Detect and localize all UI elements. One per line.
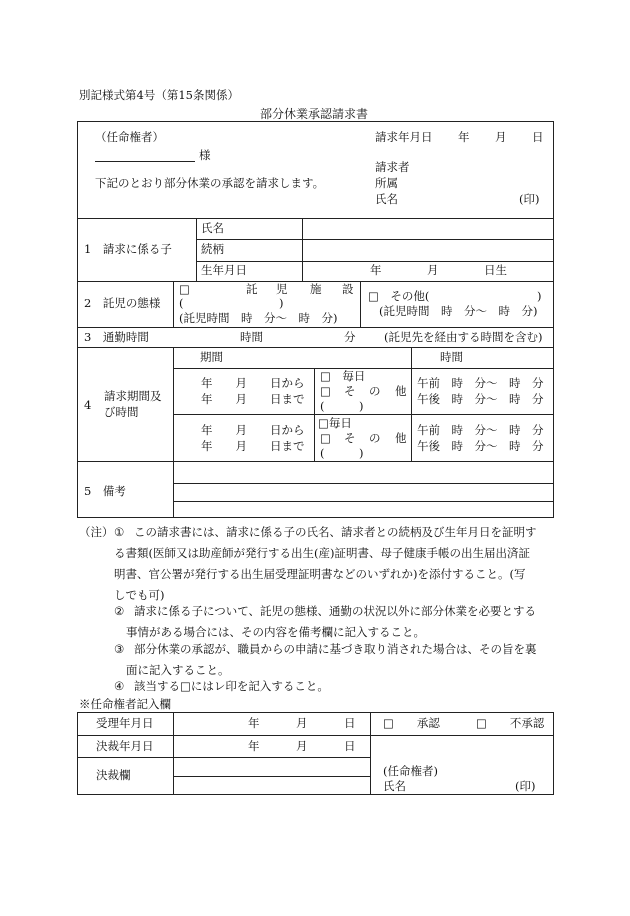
kessai-label: 決裁欄: [96, 768, 131, 782]
child-name-label: 氏名: [201, 221, 224, 235]
am-time: 午前 時 分～ 時 分: [417, 376, 544, 390]
rule: [173, 281, 174, 327]
facility-char: 託: [246, 282, 258, 296]
rule: [302, 218, 303, 281]
rule: [370, 735, 554, 736]
day-label: 日: [532, 130, 544, 144]
period-from: 年 月 日から: [201, 423, 305, 437]
requester-label: 請求者: [375, 160, 410, 174]
received-date-label: 受理年月日: [96, 716, 154, 730]
section4-number: 4: [84, 398, 92, 412]
rule: [173, 414, 554, 415]
form-number: 別記様式第4号（第15条関係）: [79, 88, 239, 102]
child-birth-label: 生年月日: [201, 263, 247, 277]
note-mark: ②: [114, 604, 125, 618]
rule: [196, 218, 197, 281]
note-mark: ①: [114, 525, 125, 539]
rule: [173, 347, 174, 518]
note-1-line: る書類(医師又は助産師が発行する出生(産)証明書、母子健康手帳の出生届出済証: [114, 546, 530, 560]
child-relation-label: 続柄: [201, 242, 224, 256]
other-char: そ: [344, 431, 356, 445]
birth-day: 日生: [484, 263, 507, 277]
decided-day: 日: [344, 739, 356, 753]
other-close-paren: ): [537, 289, 542, 303]
facility-checkbox[interactable]: □: [179, 282, 190, 296]
rule: [196, 239, 554, 240]
received-year: 年: [248, 716, 260, 730]
birth-month: 月: [427, 263, 439, 277]
commute-minutes: 分: [344, 330, 356, 344]
rule: [77, 735, 370, 736]
decided-date-label: 決裁年月日: [96, 739, 154, 753]
approve-checkbox[interactable]: □ 承認: [383, 716, 440, 730]
rule: [77, 327, 554, 328]
note-1-line: しでも可): [114, 588, 165, 602]
commute-note: (託児先を経由する時間を含む): [384, 330, 543, 344]
disapprove-checkbox[interactable]: □ 不承認: [476, 716, 545, 730]
other-char: の: [369, 431, 381, 445]
affiliation-label: 所属: [375, 176, 398, 190]
recipient-underline: [95, 161, 195, 162]
page-title: 部分休業承認請求書: [260, 107, 369, 121]
note-1-line: 明書、官公署が発行する出生届受理証明書などのいずれか)を添付すること。(写: [114, 567, 526, 581]
year-label: 年: [458, 130, 470, 144]
appointer-seal: (印): [515, 779, 536, 793]
rule: [77, 347, 554, 348]
paren-open: (: [179, 296, 184, 310]
section4-label: び時間: [104, 405, 139, 419]
rule: [173, 483, 554, 484]
rule: [370, 712, 371, 795]
section3-label: 3 通勤時間: [84, 330, 149, 344]
appointer-label: （任命権者）: [95, 130, 164, 144]
section1-label: 1 請求に係る子: [84, 242, 172, 256]
takuji-time-facility: (託児時間 時 分～ 時 分): [179, 311, 338, 325]
rule: [77, 461, 554, 462]
name-label: 氏名: [375, 192, 398, 206]
honorific: 様: [199, 148, 211, 162]
other-checkbox[interactable]: □: [320, 431, 331, 445]
section2-label: 2 託児の態様: [84, 296, 161, 310]
other-char: 他: [395, 384, 407, 398]
month-label: 月: [495, 130, 507, 144]
daily-checkbox[interactable]: □毎日: [318, 416, 352, 430]
note-mark: ③: [114, 642, 125, 656]
rule: [360, 281, 361, 327]
commute-hours: 時間: [240, 330, 263, 344]
other-checkbox[interactable]: □ その他(: [368, 289, 430, 303]
rule: [173, 712, 174, 795]
pm-time: 午後 時 分～ 時 分: [417, 439, 544, 453]
am-time: 午前 時 分～ 時 分: [417, 423, 544, 437]
other-checkbox[interactable]: □: [320, 384, 331, 398]
period-to: 年 月 日まで: [201, 439, 305, 453]
rule: [314, 368, 315, 461]
time-header: 時間: [440, 350, 463, 364]
other-paren: ( ): [320, 399, 364, 413]
rule: [196, 261, 554, 262]
appointer-name-label: 氏名: [383, 779, 406, 793]
request-date-label: 請求年月日: [375, 130, 433, 144]
daily-checkbox[interactable]: □ 毎日: [320, 369, 366, 383]
note-4-line: 該当する□にはレ印を記入すること。: [134, 679, 329, 693]
facility-char: 児: [276, 282, 288, 296]
other-char: の: [369, 384, 381, 398]
note-1-line: この請求書には、請求に係る子の氏名、請求者との続柄及び生年月日を証明す: [134, 525, 537, 539]
takuji-time-other: (託児時間 時 分～ 時 分): [379, 304, 538, 318]
birth-year: 年: [370, 263, 382, 277]
received-month: 月: [296, 716, 308, 730]
appointer-label: (任命権者): [383, 764, 438, 778]
rule: [173, 776, 370, 777]
note-2-line: 請求に係る子について、託児の態様、通勤の状況以外に部分休業を必要とする: [134, 604, 537, 618]
period-to: 年 月 日まで: [201, 392, 305, 406]
note-3-line: 面に記入すること。: [126, 663, 230, 677]
rule: [173, 501, 554, 502]
period-from: 年 月 日から: [201, 376, 305, 390]
appointer-section-title: ※任命権者記入欄: [79, 697, 171, 711]
period-header: 期間: [200, 350, 223, 364]
section5-label: 5 備考: [84, 484, 126, 498]
decided-year: 年: [248, 739, 260, 753]
rule: [77, 757, 370, 758]
note-2-line: 事情がある場合には、その内容を備考欄に記入すること。: [126, 625, 425, 639]
seal-mark: (印): [519, 192, 540, 206]
received-day: 日: [344, 716, 356, 730]
decided-month: 月: [296, 739, 308, 753]
note-3-line: 部分休業の承認が、職員からの申請に基づき取り消された場合は、その旨を裏: [134, 642, 537, 656]
rule: [411, 347, 412, 461]
pm-time: 午後 時 分～ 時 分: [417, 392, 544, 406]
request-statement: 下記のとおり部分休業の承認を請求します。: [95, 176, 325, 190]
rule: [77, 218, 554, 219]
facility-char: 設: [342, 282, 354, 296]
facility-char: 施: [310, 282, 322, 296]
notes-prefix: （注）: [79, 525, 114, 539]
section4-label: 請求期間及: [104, 389, 162, 403]
other-paren: ( ): [320, 446, 364, 460]
note-mark: ④: [114, 679, 125, 693]
paren-close: ): [279, 296, 284, 310]
other-char: そ: [344, 384, 356, 398]
other-char: 他: [395, 431, 407, 445]
